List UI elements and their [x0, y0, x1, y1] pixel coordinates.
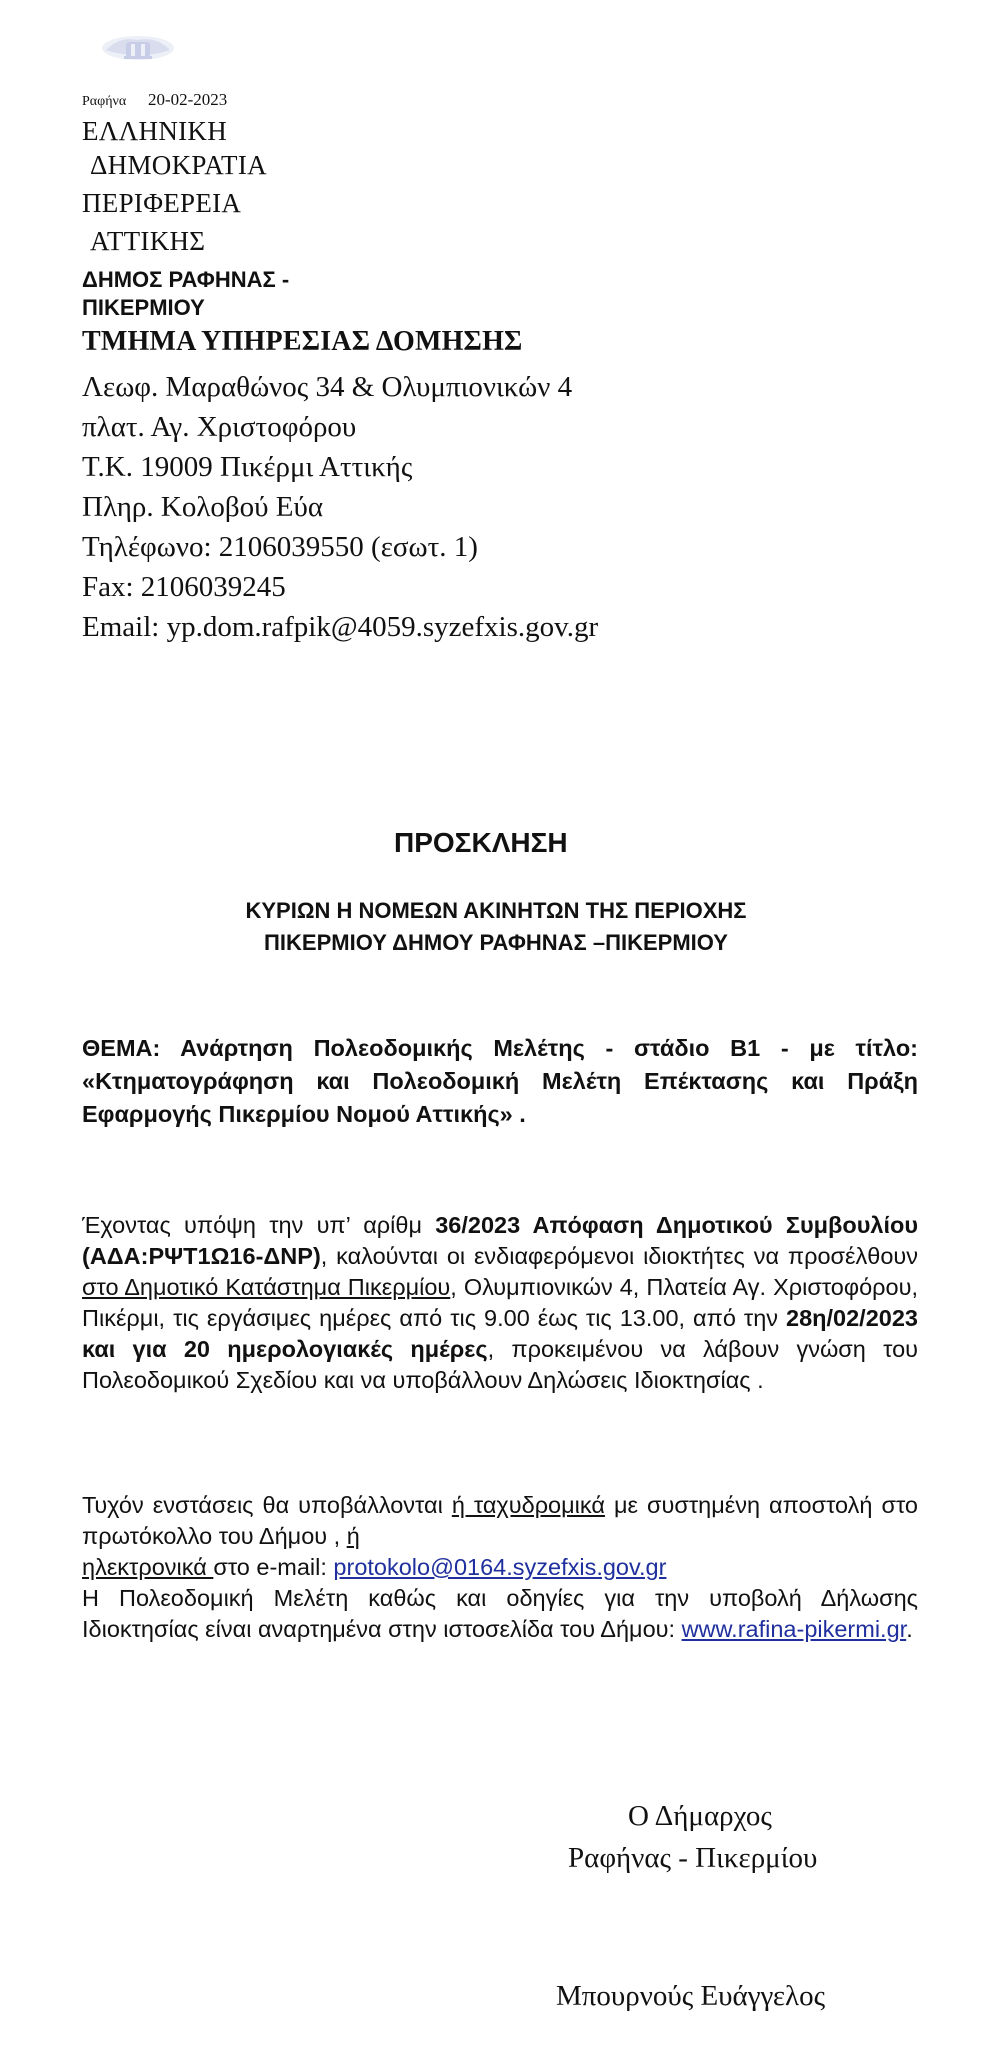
country-line-1: ΕΛΛΗΝΙΚΗ [82, 116, 228, 146]
address-line: Λεωφ. Μαραθώνος 34 & Ολυμπιονικών 4 [82, 371, 573, 403]
recipients-line-1: ΚΥΡΙΩΝ Η ΝΟΜΕΩΝ ΑΚΙΝΗΤΩΝ ΤΗΣ ΠΕΡΙΟΧΗΣ [245, 898, 747, 923]
text: , Ολυμπιονικών 4, Πλατεία Αγ. Χριστοφόρου, Πικέρμι, τις εργάσιμες ημέρες από τις 9.00 έως τις 13.00, από την [82, 1274, 918, 1331]
country-line-2: ΔΗΜΟΚΡΑΤΙΑ [90, 150, 267, 180]
recipients-line-2: ΠΙΚΕΡΜΙΟΥ ΔΗΜΟΥ ΡΑΦΗΝΑΣ –ΠΙΚΕΡΜΙΟΥ [264, 930, 728, 955]
subject: ΘΕΜΑ: Ανάρτηση Πολεοδομικής Μελέτης - στάδιο Β1 - με τίτλο: «Κτηματογράφηση και Πολεοδομική Μελέτη Επέκτασης και Πράξη Εφαρμογής Πικερμίου Νομού Αττικής» . [82, 1035, 918, 1127]
municipality-line-2: ΠΙΚΕΡΜΙΟΥ [82, 295, 205, 320]
text: , καλούνται οι ενδιαφερόμενοι ιδιοκτήτες να προσέλθουν [320, 1243, 918, 1269]
region-line-1: ΠΕΡΙΦΕΡΕΙΑ [82, 188, 242, 218]
fax: Fax: 2106039245 [82, 571, 286, 603]
body-paragraph-1 [82, 1210, 918, 1396]
place: Ραφήνα [82, 94, 127, 109]
text: με συστημένη αποστολή στο πρωτόκολλο του Δήμου , [82, 1492, 918, 1549]
website-link[interactable]: www.rafina-pikermi.gr [681, 1616, 907, 1642]
department: ΤΜΗΜΑ ΥΠΗΡΕΣΙΑΣ ΔΟΜΗΣΗΣ [82, 326, 523, 357]
place-date [82, 90, 227, 110]
notice-title: ΠΡΟΣΚΛΗΣΗ [394, 827, 568, 858]
postal-option: ή ταχυδρομικά [451, 1492, 605, 1518]
text: , προκειμένου να λάβουν γνώση του Πολεοδομικού Σχεδίου και να υποβάλλουν Δηλώσεις Ιδιοκτησίας . [82, 1336, 918, 1393]
date: 20-02-2023 [147, 90, 228, 109]
region-line-2: ΑΤΤΙΚΗΣ [90, 226, 206, 256]
signer-name: Μπουρνούς Ευάγγελος [556, 1980, 826, 2012]
body-paragraph-3 [82, 1583, 918, 1645]
period: 28η/02/2023 και για 20 ημερολογιακές ημέρες [82, 1305, 918, 1362]
decision-ref: 36/2023 Απόφαση Δημοτικού Συμβουλίου (ΑΔΑ:ΡΨΤ1Ω16-ΔΝΡ) [82, 1212, 918, 1269]
or-option: ή [346, 1523, 360, 1549]
address-line: πλατ. Αγ. Χριστοφόρου [82, 411, 357, 443]
email-link[interactable]: protokolo@0164.syzefxis.gov.gr [333, 1554, 667, 1580]
text: Έχοντας υπόψη την υπ’ αρίθμ [82, 1212, 436, 1238]
electronic-option: ηλεκτρονικά [82, 1554, 214, 1580]
text: . [906, 1616, 913, 1642]
municipality-line-1: ΔΗΜΟΣ ΡΑΦΗΝΑΣ - [82, 267, 290, 292]
phone: Τηλέφωνο: 2106039550 (εσωτ. 1) [82, 531, 478, 563]
text: στο e-mail: [213, 1554, 334, 1580]
signer-role: Ο Δήμαρχος [628, 1800, 772, 1832]
postal-line: Τ.Κ. 19009 Πικέρμι Αττικής [82, 451, 413, 483]
greek-coat-of-arms-icon [98, 26, 178, 62]
text: Τυχόν ενστάσεις θα υποβάλλονται [82, 1492, 452, 1518]
signer-municipality: Ραφήνας - Πικερμίου [568, 1842, 818, 1874]
body-paragraph-2 [82, 1490, 918, 1583]
contact-person: Πληρ. Κολοβού Εύα [82, 491, 324, 523]
venue: στο Δημοτικό Κατάστημα Πικερμίου [82, 1274, 451, 1300]
text: Η Πολεοδομική Μελέτη καθώς και οδηγίες για την υποβολή Δήλωσης Ιδιοκτησίας είναι αναρτημένα στην ιστοσελίδα του Δήμου: [82, 1585, 918, 1642]
email: Email: yp.dom.rafpik@4059.syzefxis.gov.gr [82, 611, 599, 643]
